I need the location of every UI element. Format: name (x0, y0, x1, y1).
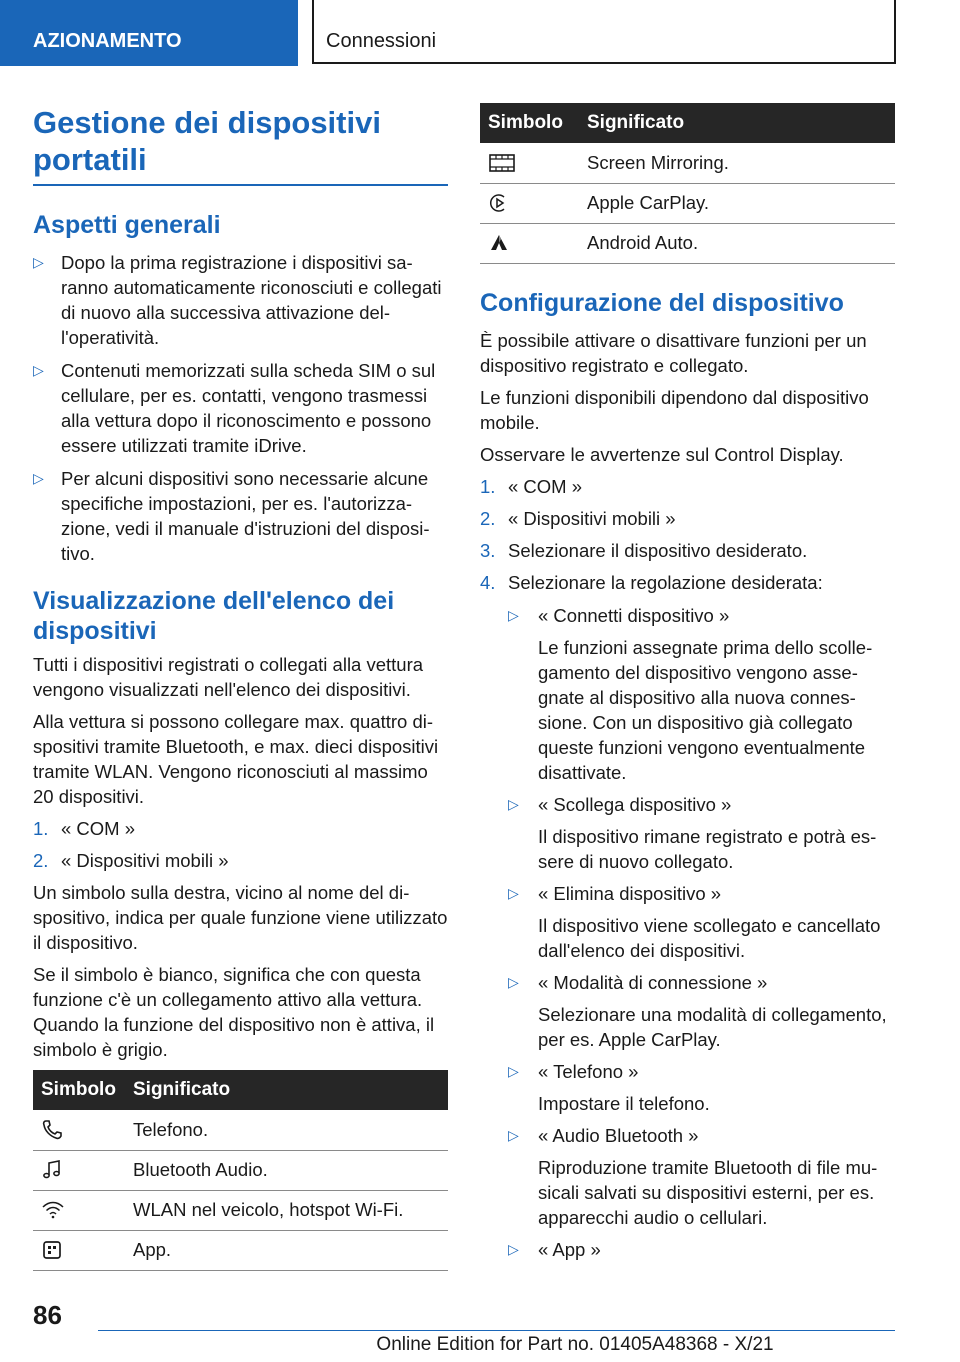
options-list (508, 603, 895, 1262)
symbol-table (33, 1070, 448, 1271)
symbol-table-continued (480, 103, 895, 264)
triangle-bullet-icon: ▷ (508, 1062, 519, 1079)
android-auto-icon (488, 232, 510, 254)
triangle-bullet-icon: ▷ (508, 1126, 519, 1143)
list-item: ▷ « App » (508, 1238, 601, 1260)
triangle-bullet-icon: ▷ (508, 973, 519, 990)
phone-icon (41, 1119, 63, 1141)
screen-mirroring-icon (488, 152, 516, 174)
list-item: ▷ « Elimina dispositivo » Il dispositivo viene scollegato e cancellato dall'elenco dei dispositivi. (508, 882, 881, 961)
paragraph: Le funzioni disponibili dipendono dal dispositivo mobile. (480, 386, 869, 433)
steps-list (33, 816, 448, 873)
triangle-bullet-icon: ▷ (508, 795, 519, 812)
triangle-bullet-icon: ▷ (508, 606, 519, 623)
music-note-icon (41, 1159, 63, 1181)
paragraph: È possibile attivare o disattivare funzioni per un dispositivo registrato e collegato. (480, 329, 867, 376)
table-row: Apple CarPlay. (480, 183, 895, 223)
footer-edition: Online Edition for Part no. 01405A48368 - X/21 (376, 1334, 774, 1355)
page-title: Gestione dei dispositivi portatili (33, 100, 448, 186)
list-item: ▷ Dopo la prima registrazione i dispositivi saranno automaticamente riconosciuti e collegati di nuovo alla successiva attivazione dell'operatività. (33, 252, 442, 348)
table-row: Android Auto. (480, 223, 895, 263)
triangle-bullet-icon: ▷ (508, 1240, 519, 1257)
list-item: 1. « COM » (480, 475, 583, 497)
triangle-bullet-icon: ▷ (33, 362, 44, 378)
column-header: Simbolo (33, 1070, 133, 1110)
triangle-bullet-icon: ▷ (33, 470, 44, 486)
paragraph: Tutti i dispositivi registrati o collegati alla vettura vengono visualizzati nell'elenco dei dispositivi. (33, 654, 424, 700)
list-item: 4. Selezionare la regolazione desiderata: ▷ « Connetti dispositivo » Le funzioni assegnate prima dello scollegamento del dispositivo vengono assegnate al dispositivo alla nuova connessione. Con un dispositivo già collegato queste funzioni vengono eventualmente disattivate. ▷ « Scollega dispositivo » Il dispositivo rimane registrato e potrà essere di nuovo collegato. ▷ « Elimina dispositivo » Il dispositivo viene scollegato e cancellato dall'elenco dei dispositivi. ▷ « Modalità di connessione » Selezionare una modalità di collegamento, per es. Apple CarPlay. ▷ « Telefono » Impostare il telefono. ▷ « Audio Bluetooth » Riproduzione tramite Bluetooth di file musicali salvati su dispositivi esterni, per es. apparecchi audio o cellulari. ▷ « App » (480, 570, 895, 1262)
column-header: Simbolo (480, 103, 587, 143)
general-bullets (33, 250, 448, 566)
config-steps-list (480, 474, 895, 1262)
section-tab: AZIONAMENTO (0, 0, 298, 66)
table-header (480, 103, 895, 143)
list-item: ▷ « Connetti dispositivo » Le funzioni assegnate prima dello scollegamento del dispositivo vengono assegnate al dispositivo alla nuova connessione. Con un dispositivo già collegato queste funzioni vengono eventualmente disattivate. (508, 604, 873, 783)
wifi-icon (41, 1199, 65, 1221)
triangle-bullet-icon: ▷ (508, 884, 519, 901)
paragraph: Un simbolo sulla destra, vicino al nome del dispositivo, indica per quale funzione viene utilizzato il dispositivo. (33, 882, 448, 953)
table-row: WLAN nel veicolo, hotspot Wi-Fi. (33, 1190, 448, 1230)
triangle-bullet-icon: ▷ (33, 254, 44, 270)
footer-divider (98, 1330, 895, 1331)
table-header (33, 1070, 448, 1110)
paragraph: Osservare le avvertenze sul Control Display. (480, 443, 844, 465)
table-row: Bluetooth Audio. (33, 1150, 448, 1190)
heading-device-list: Visualizzazione dell'elenco dei dispositivi (33, 587, 395, 645)
heading-device-config: Configurazione del dispositivo (480, 288, 844, 317)
column-header: Significato (133, 1070, 448, 1110)
list-item: 2. « Dispositivi mobili » (480, 507, 676, 529)
page-number: 86 (33, 1300, 62, 1330)
heading-general: Aspetti generali (33, 211, 221, 239)
list-item: ▷ « Modalità di connessione » Selezionare una modalità di collegamento, per es. Apple CarPlay. (508, 971, 887, 1050)
table-row: App. (33, 1230, 448, 1270)
list-item: ▷ Contenuti memorizzati sulla scheda SIM o sul cellulare, per es. contatti, vengono trasmessi alla vettura dopo il riconoscimento e possono essere utilizzati tramite iDrive. (33, 360, 436, 456)
right-column (480, 100, 895, 1269)
list-item: ▷ Per alcuni dispositivi sono necessarie alcune specifiche impostazioni, per es. l'autorizzazione, vedi il manuale d'istruzioni del dispositivo. (33, 468, 430, 564)
list-item: ▷ « Audio Bluetooth » Riproduzione tramite Bluetooth di file musicali salvati su dispositivi esterni, per es. apparecchi audio o cellulari. (508, 1124, 878, 1228)
list-item: 3. Selezionare il dispositivo desiderato. (480, 539, 808, 561)
page-header (0, 0, 960, 66)
carplay-icon (488, 192, 510, 214)
table-row: Telefono. (33, 1110, 448, 1150)
list-item: ▷ « Telefono » Impostare il telefono. (508, 1060, 710, 1114)
paragraph: Alla vettura si possono collegare max. quattro dispositivi tramite Bluetooth, e max. dieci dispositivi tramite WLAN. Vengono riconosciuti al massimo 20 dispositivi. (33, 711, 439, 807)
table-row: Screen Mirroring. (480, 143, 895, 183)
app-icon (41, 1239, 63, 1261)
list-item: 2. « Dispositivi mobili » (33, 850, 229, 871)
paragraph: Se il simbolo è bianco, significa che con questa funzione c'è un collegamento attivo alla vettura. Quando la funzione del dispositivo non è attiva, il simbolo è grigio. (33, 964, 435, 1060)
subsection-label: Connessioni (312, 0, 896, 64)
list-item: ▷ « Scollega dispositivo » Il dispositivo rimane registrato e potrà essere di nuovo collegato. (508, 793, 877, 872)
list-item: 1. « COM » (33, 818, 136, 839)
left-column (33, 100, 448, 1271)
column-header: Significato (587, 103, 895, 143)
